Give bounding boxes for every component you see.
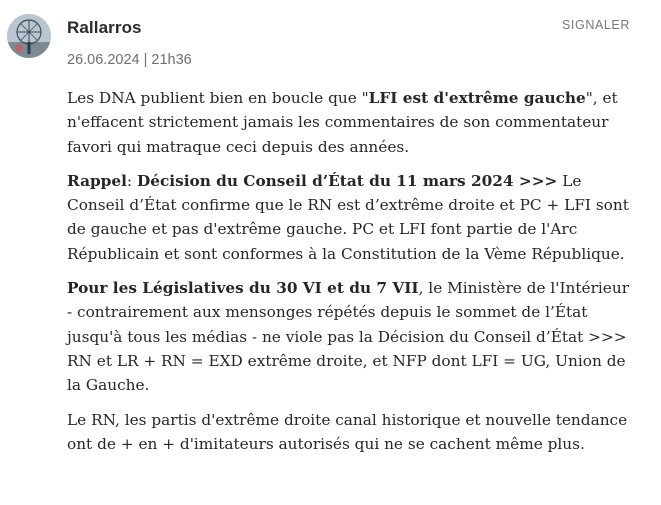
paragraph-bold-text: Pour les Législatives du 30 VI et du 7 VII [67, 279, 419, 298]
paragraph-text: Le RN, les partis d'extrême droite canal historique et nouvelle tendance ont de + en + d'imitateurs autorisés qui ne se cachent même plus. [67, 410, 628, 453]
paragraph-text: Les DNA publient bien en boucle que " [67, 89, 369, 107]
paragraph-text: : [126, 171, 137, 190]
report-button[interactable]: SIGNALER [561, 18, 630, 32]
avatar[interactable] [7, 14, 51, 58]
paragraph-text: , le Ministère de l'Intérieur - contrairement aux mensonges répétés depuis le sommet de l’État jusqu'à tous les médias - ne viole pas la Décision du Conseil d’État >>> RN et LR + RN = EXD extrême droite, et NFP dont LFI = UG, Union de la Gauche. [67, 279, 630, 395]
comment-paragraph [67, 276, 639, 397]
paragraph-text: ", et n'effacent strictement jamais les commentaires de son commentateur favori qui matraque ceci depuis des années. [67, 89, 618, 156]
comment-timestamp: 26.06.2024 | 21h36 [67, 52, 192, 68]
satellite-dish-icon [7, 14, 51, 58]
paragraph-bold-text: Décision du Conseil d’État du 11 mars 2024 >>> [136, 171, 558, 190]
paragraph-text: Le Conseil d’État confirme que le RN est d’extrême droite et PC + LFI sont de gauche et pas d'extrême gauche. PC et LFI font partie de l'Arc Républicain et sont conformes à la Constitution de la Vème République. [67, 171, 629, 263]
paragraph-bold-text: Rappel [67, 171, 127, 190]
comment-body [67, 86, 639, 466]
comment-paragraph [67, 86, 639, 159]
comment-paragraph [67, 408, 639, 457]
paragraph-bold-text: LFI est d'extrême gauche [368, 89, 586, 107]
comment-paragraph [67, 169, 639, 266]
author-name[interactable]: Rallarros [67, 18, 142, 37]
